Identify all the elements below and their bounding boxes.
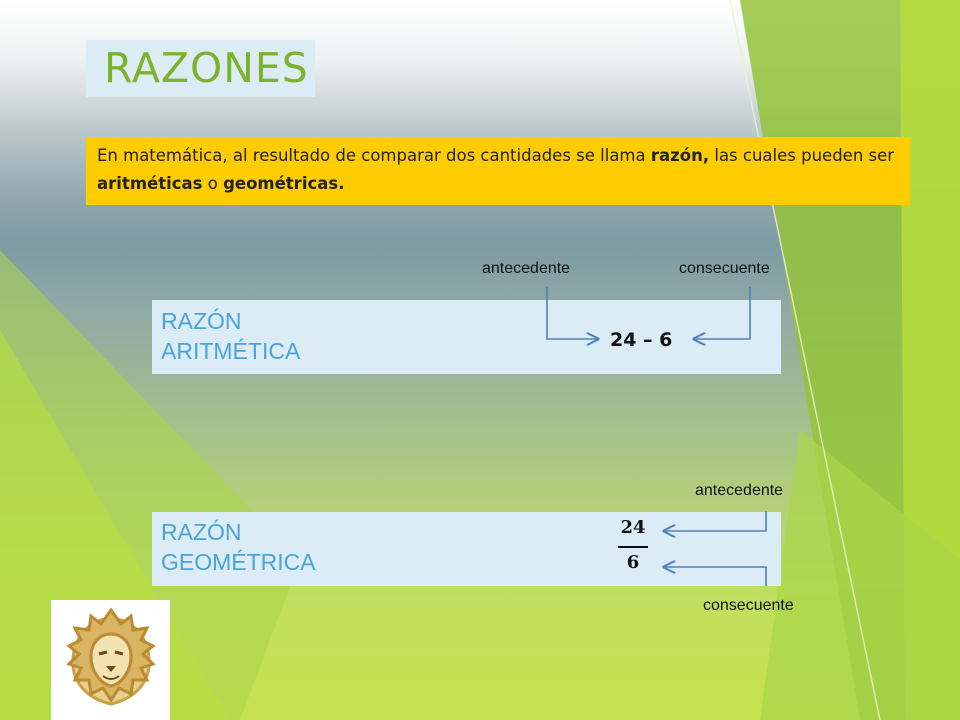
geometric-consequent-label: consecuente — [703, 597, 794, 614]
definition-keyword-razon: razón, — [650, 146, 710, 165]
arithmetic-expression: 24 – 6 — [610, 329, 673, 351]
slide-title: RAZONES — [104, 44, 309, 92]
geometric-antecedent-arrow — [664, 511, 766, 531]
geometric-consequent-arrow — [664, 567, 766, 586]
arithmetic-title-line1: RAZÓN — [161, 308, 242, 334]
fraction-denominator: 6 — [626, 552, 640, 573]
definition-part: las cuales pueden ser — [709, 146, 895, 165]
arithmetic-antecedent-label: antecedente — [482, 260, 571, 277]
arithmetic-antecedent-arrow — [547, 287, 598, 339]
definition-keyword-aritmeticas: aritméticas — [97, 174, 203, 193]
arithmetic-consequent-label: consecuente — [679, 260, 770, 277]
geometric-title-line2: GEOMÉTRICA — [161, 549, 316, 575]
logo-container — [51, 600, 170, 720]
arithmetic-title-line2: ARITMÉTICA — [161, 338, 301, 364]
definition-part: En matemática, al resultado de comparar dos cantidades se llama — [97, 146, 651, 165]
arithmetic-consequent-arrow — [694, 287, 750, 339]
definition-keyword-geometricas: geométricas. — [223, 174, 345, 193]
fraction-numerator: 24 — [620, 517, 646, 538]
lion-head-logo-icon — [51, 600, 170, 720]
geometric-antecedent-label: antecedente — [695, 482, 784, 499]
definition-part: o — [202, 174, 224, 193]
geometric-title-line1: RAZÓN — [161, 519, 242, 545]
